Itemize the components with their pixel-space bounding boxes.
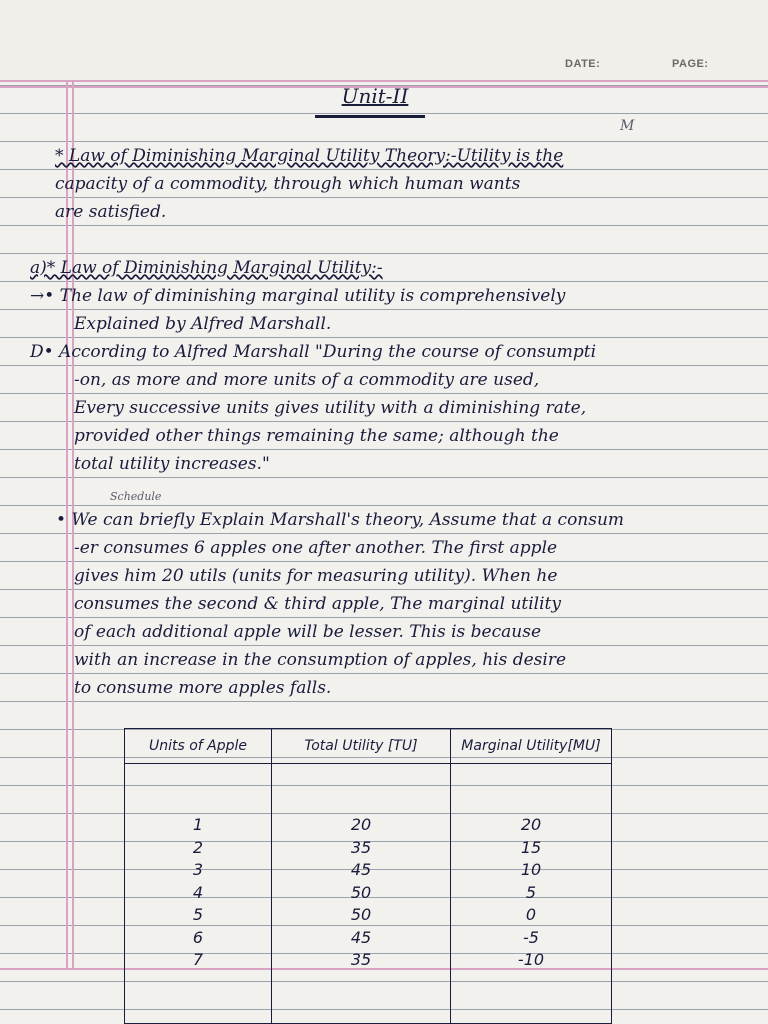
utility-table bbox=[124, 728, 612, 1024]
table-cell: 5 bbox=[192, 905, 204, 924]
intro-line: capacity of a commodity, through which human wants bbox=[55, 174, 521, 194]
table-cell: 50 bbox=[350, 905, 372, 924]
point2-line: Every successive units gives utility with a diminishing rate, bbox=[74, 398, 587, 418]
total-utility-column bbox=[272, 764, 451, 1024]
table-cell: 5 bbox=[525, 882, 537, 902]
table-cell: -5 bbox=[523, 927, 539, 947]
table-cell: 7 bbox=[192, 950, 204, 969]
page-title: Unit-II bbox=[341, 84, 409, 108]
column-header: Total Utility [TU] bbox=[272, 729, 451, 764]
point2-line: total utility increases." bbox=[74, 454, 270, 474]
title-underline bbox=[315, 115, 425, 118]
table-cell: 0 bbox=[525, 905, 537, 924]
table-cell: 50 bbox=[350, 882, 372, 902]
table-cell: 15 bbox=[520, 837, 542, 857]
table-cell: 45 bbox=[350, 927, 372, 947]
point1-line: →• The law of diminishing marginal utility is comprehensively bbox=[30, 286, 566, 306]
date-label: DATE: bbox=[565, 58, 601, 70]
table-cell: 4 bbox=[192, 882, 204, 902]
page-label: PAGE: bbox=[672, 58, 709, 70]
units-column bbox=[125, 764, 272, 1024]
table-cell: -10 bbox=[517, 950, 545, 969]
point1-line: Explained by Alfred Marshall. bbox=[74, 314, 332, 334]
table-cell: 1 bbox=[192, 815, 204, 834]
point2-line: -on, as more and more units of a commodity are used, bbox=[74, 370, 540, 390]
point3-line: -er consumes 6 apples one after another. The first apple bbox=[74, 538, 558, 558]
intro-line: are satisfied. bbox=[55, 202, 167, 222]
column-header: Units of Apple bbox=[125, 729, 272, 764]
intro-paragraph bbox=[55, 142, 563, 226]
corner-mark: M bbox=[620, 118, 635, 134]
marginal-utility-column bbox=[451, 764, 612, 1024]
section-a bbox=[30, 254, 596, 478]
table-cell: 2 bbox=[192, 837, 204, 857]
section-heading: a)* Law of Diminishing Marginal Utility:- bbox=[30, 258, 383, 278]
table-cell: 10 bbox=[520, 860, 542, 879]
point2-line: provided other things remaining the same; although the bbox=[74, 426, 559, 446]
point3-line: to consume more apples falls. bbox=[74, 678, 332, 698]
table-cell: 45 bbox=[350, 860, 372, 879]
table-cell: 20 bbox=[350, 815, 372, 834]
table-cell: 35 bbox=[350, 837, 372, 857]
table-cell: 20 bbox=[520, 815, 542, 834]
table-cell: 35 bbox=[350, 950, 372, 969]
point3-line: of each additional apple will be lesser. This is because bbox=[74, 622, 542, 642]
point3-line: • We can briefly Explain Marshall's theory, Assume that a consum bbox=[56, 510, 625, 530]
explanation-paragraph bbox=[56, 506, 624, 702]
table-cell: 3 bbox=[192, 860, 204, 879]
point3-line: consumes the second & third apple, The marginal utility bbox=[74, 594, 561, 614]
point3-line: with an increase in the consumption of apples, his desire bbox=[74, 650, 567, 670]
margin-note: Schedule bbox=[110, 490, 162, 503]
header-rule bbox=[0, 80, 768, 82]
page-header-band bbox=[0, 0, 768, 80]
intro-line: * Law of Diminishing Marginal Utility Theory:-Utility is the bbox=[55, 146, 564, 166]
table-cell: 6 bbox=[192, 927, 204, 947]
point2-line: D• According to Alfred Marshall "During the course of consumpti bbox=[30, 342, 597, 362]
column-header: Marginal Utility[MU] bbox=[451, 729, 612, 764]
point3-line: gives him 20 utils (units for measuring utility). When he bbox=[74, 566, 558, 586]
table-body-row bbox=[125, 764, 612, 1024]
table-header-row bbox=[125, 729, 612, 764]
